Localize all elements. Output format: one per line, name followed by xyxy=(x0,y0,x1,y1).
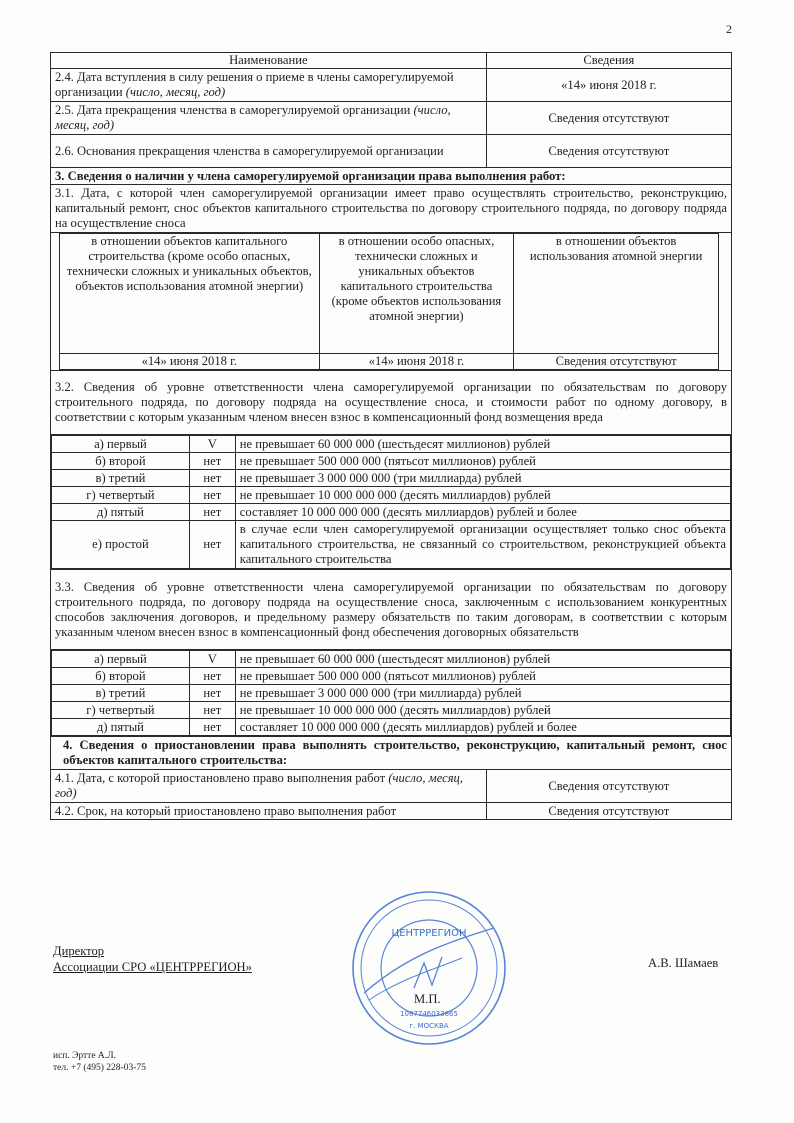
row-2-4 xyxy=(51,69,732,102)
row-hint: (число, месяц, год) xyxy=(55,103,451,132)
signatory-position: Директор xyxy=(53,944,105,958)
footer-executor: исп. Эртте А.Л. xyxy=(53,1051,116,1061)
section-3-1-text: 3.1. Дата, с которой член саморегулируемой организации имеет право осуществлять строительство, реконструкцию, капитальный ремонт, снос объектов капитального строительства по договору строительного подряда, по договору подряда на осуществление сноса xyxy=(51,185,732,233)
level-text: не превышает 3 000 000 000 (три миллиарда) рублей xyxy=(235,685,730,702)
header-info: Сведения xyxy=(486,53,731,69)
level-name: г) четвертый xyxy=(52,702,190,719)
row-value: «14» июня 2018 г. xyxy=(486,69,731,102)
level-row xyxy=(52,453,731,470)
row-value: Сведения отсутствуют xyxy=(486,770,731,803)
col-atomic: в отношении объектов использования атомной энергии xyxy=(514,234,719,354)
section-3-1-subtable-row xyxy=(51,233,732,371)
row-value: Сведения отсутствуют xyxy=(486,803,731,820)
level-name: д) пятый xyxy=(52,504,190,521)
signatory-name: А.В. Шамаев xyxy=(648,956,719,970)
level-mark: нет xyxy=(189,453,235,470)
section-3-2-text: 3.2. Сведения об уровне ответственности члена саморегулируемой организации по обязательствам по договору строительного подряда, по договору подряда на осуществление сноса, и стоимости работ по одному договору, в соответствии с которым указанным членом внесен взнос в компенсационный фонд возмещения вреда xyxy=(51,371,732,435)
section-4-title-row xyxy=(51,737,732,770)
row-4-1 xyxy=(51,770,732,803)
level-text: не превышает 10 000 000 000 (десять миллиардов) рублей xyxy=(235,487,730,504)
organization-seal xyxy=(344,888,514,1048)
level-row xyxy=(52,668,731,685)
row-label: 2.5. Дата прекращения членства в саморегулируемой организации xyxy=(55,103,414,117)
levels-3-2-row xyxy=(51,435,732,570)
seal-city: г. МОСКВА xyxy=(409,1022,449,1030)
level-row xyxy=(52,719,731,736)
page-number: 2 xyxy=(726,22,732,36)
level-mark: V xyxy=(189,436,235,453)
level-row xyxy=(52,685,731,702)
footer-phone: тел. +7 (495) 228-03-75 xyxy=(53,1063,146,1073)
col-ordinary: в отношении объектов капитального строительства (кроме особо опасных, технически сложных и уникальных объектов, объектов использования атомной энергии) xyxy=(60,234,320,354)
level-name: б) второй xyxy=(52,668,190,685)
level-name: е) простой xyxy=(52,521,190,569)
val-atomic: Сведения отсутствуют xyxy=(514,354,719,370)
col-dangerous: в отношении особо опасных, технически сложных и уникальных объектов капитального строительства (кроме объектов использования атомной энергии) xyxy=(319,234,514,354)
level-name: б) второй xyxy=(52,453,190,470)
level-name: в) третий xyxy=(52,470,190,487)
row-value: Сведения отсутствуют xyxy=(486,102,731,135)
level-text: в случае если член саморегулируемой организации осуществляет только снос объекта капитального строительства, не связанный со строительством, реконструкцией объекта капитального строительства xyxy=(235,521,730,569)
level-row xyxy=(52,702,731,719)
level-name: д) пятый xyxy=(52,719,190,736)
level-mark: V xyxy=(189,651,235,668)
section-3-title-row xyxy=(51,168,732,185)
levels-3-3-table xyxy=(51,650,731,736)
seal-title: ЦЕНТРРЕГИОН xyxy=(391,928,467,939)
level-text: составляет 10 000 000 000 (десять миллиардов) рублей и более xyxy=(235,719,730,736)
level-mark: нет xyxy=(189,521,235,569)
header-name: Наименование xyxy=(51,53,487,69)
row-value: Сведения отсутствуют xyxy=(486,135,731,168)
row-label: 4.2. Срок, на который приостановлено право выполнения работ xyxy=(51,803,487,820)
activity-date-subtable xyxy=(59,233,719,370)
level-name: а) первый xyxy=(52,436,190,453)
seal-ogrn: 1087746033865 xyxy=(400,1010,458,1018)
level-text: не превышает 60 000 000 (шестьдесят миллионов) рублей xyxy=(235,436,730,453)
row-hint: (число, месяц, год) xyxy=(125,85,226,99)
section-3-1-row xyxy=(51,185,732,233)
section-4-title: 4. Сведения о приостановлении права выполнять строительство, реконструкцию, капитальный ремонт, снос объектов капитального строительства: xyxy=(51,737,732,770)
level-text: составляет 10 000 000 000 (десять миллиардов) рублей и более xyxy=(235,504,730,521)
level-text: не превышает 500 000 000 (пятьсот миллионов) рублей xyxy=(235,453,730,470)
row-2-5 xyxy=(51,102,732,135)
level-name: г) четвертый xyxy=(52,487,190,504)
signatory-organization: Ассоциации СРО «ЦЕНТРРЕГИОН» xyxy=(53,960,252,974)
levels-3-2-table xyxy=(51,435,731,569)
registry-extract-table xyxy=(50,52,732,820)
level-text: не превышает 60 000 000 (шестьдесят миллионов) рублей xyxy=(235,651,730,668)
level-mark: нет xyxy=(189,685,235,702)
level-row xyxy=(52,521,731,569)
level-mark: нет xyxy=(189,487,235,504)
level-text: не превышает 10 000 000 000 (десять миллиардов) рублей xyxy=(235,702,730,719)
level-mark: нет xyxy=(189,668,235,685)
row-label: 4.1. Дата, с которой приостановлено право выполнения работ xyxy=(55,771,389,785)
level-text: не превышает 500 000 000 (пятьсот миллионов) рублей xyxy=(235,668,730,685)
level-name: в) третий xyxy=(52,685,190,702)
level-name: а) первый xyxy=(52,651,190,668)
level-row xyxy=(52,436,731,453)
level-mark: нет xyxy=(189,470,235,487)
level-mark: нет xyxy=(189,719,235,736)
section-3-3-row xyxy=(51,570,732,650)
seal-place-mark: М.П. xyxy=(414,992,441,1006)
section-3-title: 3. Сведения о наличии у члена саморегулируемой организации права выполнения работ: xyxy=(51,168,732,185)
row-label: 2.6. Основания прекращения членства в саморегулируемой организации xyxy=(51,135,487,168)
level-row xyxy=(52,651,731,668)
row-4-2 xyxy=(51,803,732,820)
levels-3-3-row xyxy=(51,650,732,737)
row-hint: (число, месяц, год) xyxy=(55,771,464,800)
row-2-6 xyxy=(51,135,732,168)
level-row xyxy=(52,470,731,487)
val-ordinary: «14» июня 2018 г. xyxy=(60,354,320,370)
level-row xyxy=(52,504,731,521)
row-label: 2.4. Дата вступления в силу решения о приеме в члены саморегулируемой организации xyxy=(55,70,454,99)
section-3-3-text: 3.3. Сведения об уровне ответственности члена саморегулируемой организации по обязательствам по договору строительного подряда, по договору подряда на осуществление сноса, заключенным с использованием конкурентных способов заключения договоров, и предельному размеру обязательств по таким договорам, в соответствии с которым указанным членом внесен взнос в компенсационный фонд обеспечения договорных обязательств xyxy=(51,570,732,650)
section-3-2-row xyxy=(51,371,732,435)
table-header-row xyxy=(51,53,732,69)
level-mark: нет xyxy=(189,702,235,719)
level-mark: нет xyxy=(189,504,235,521)
level-row xyxy=(52,487,731,504)
val-dangerous: «14» июня 2018 г. xyxy=(319,354,514,370)
level-text: не превышает 3 000 000 000 (три миллиарда) рублей xyxy=(235,470,730,487)
